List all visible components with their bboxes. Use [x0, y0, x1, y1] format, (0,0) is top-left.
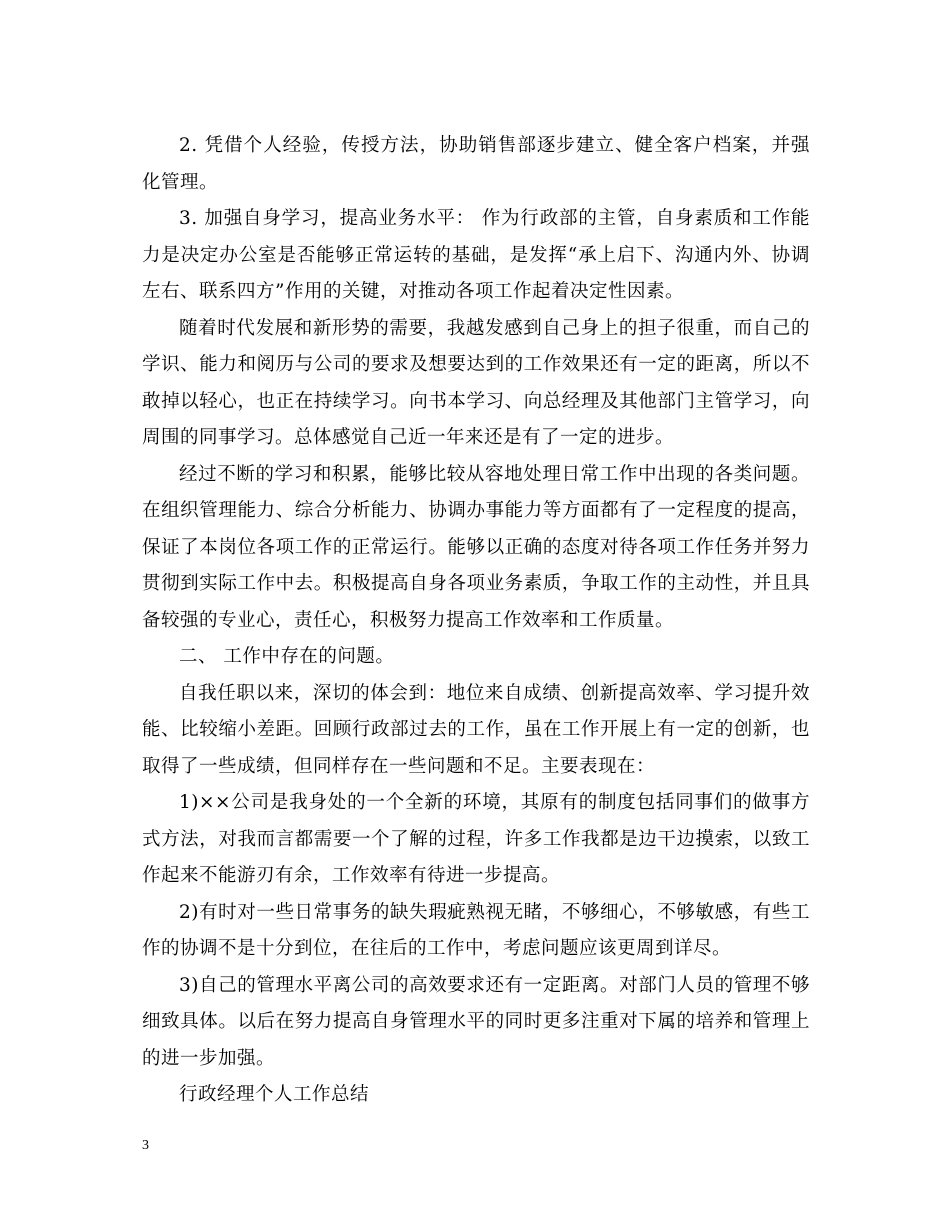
closing-title: 行政经理个人工作总结	[179, 1084, 370, 1105]
paragraph: 自我任职以来，深切的体会到：地位来自成绩、创新提高效率、学习提升效能、比较缩小差距。回顾行政部过去的工作，虽在工作开展上有一定的创新，也取得了一些成绩，但同样存在一些问题和不足。主要表现在：	[142, 682, 810, 777]
paragraph: 经过不断的学习和积累，能够比较从容地处理日常工作中出现的各类问题。在组织管理能力、综合分析能力、协调办事能力等方面都有了一定程度的提高，保证了本岗位各项工作的正常运行。能够以正确的态度对待各项工作任务并努力贯彻到实际工作中去。积极提高自身各项业务素质，争取工作的主动性，并且具备较强的专业心，责任心，积极努力提高工作效率和工作质量。	[142, 463, 810, 631]
list-item: 2)有时对一些日常事务的缺失瑕疵熟视无睹，不够细心，不够敏感，有些工作的协调不是十分到位，在往后的工作中，考虑问题应该更周到详尽。	[142, 901, 810, 959]
paragraph: 随着时代发展和新形势的需要，我越发感到自己身上的担子很重，而自己的学识、能力和阅历与公司的要求及想要达到的工作效果还有一定的距离，所以不敢掉以轻心，也正在持续学习。向书本学习、向总经理及其他部门主管学习，向周围的同事学习。总体感觉自己近一年来还是有了一定的进步。	[142, 317, 810, 448]
paragraph: 2. 凭借个人经验，传授方法，协助销售部逐步建立、健全客户档案，并强化管理。	[142, 135, 810, 193]
section-heading: 二、 工作中存在的问题。	[179, 646, 395, 667]
list-item: 1)××公司是我身处的一个全新的环境，其原有的制度包括同事们的做事方式方法，对我而言都需要一个了解的过程，许多工作我都是边干边摸索，以致工作起来不能游刃有余，工作效率有待进一步提高。	[142, 792, 810, 886]
document-body	[142, 128, 810, 1114]
page-number: 3	[142, 1138, 149, 1153]
paragraph: 3. 加强自身学习，提高业务水平： 作为行政部的主管，自身素质和工作能力是决定办公室是否能够正常运转的基础，是发挥“承上启下、沟通内外、协调左右、联系四方”作用的关键，对推动各项工作起着决定性因素。	[142, 208, 810, 302]
list-item: 3)自己的管理水平离公司的高效要求还有一定距离。对部门人员的管理不够细致具体。以后在努力提高自身管理水平的同时更多注重对下属的培养和管理上的进一步加强。	[142, 974, 810, 1069]
